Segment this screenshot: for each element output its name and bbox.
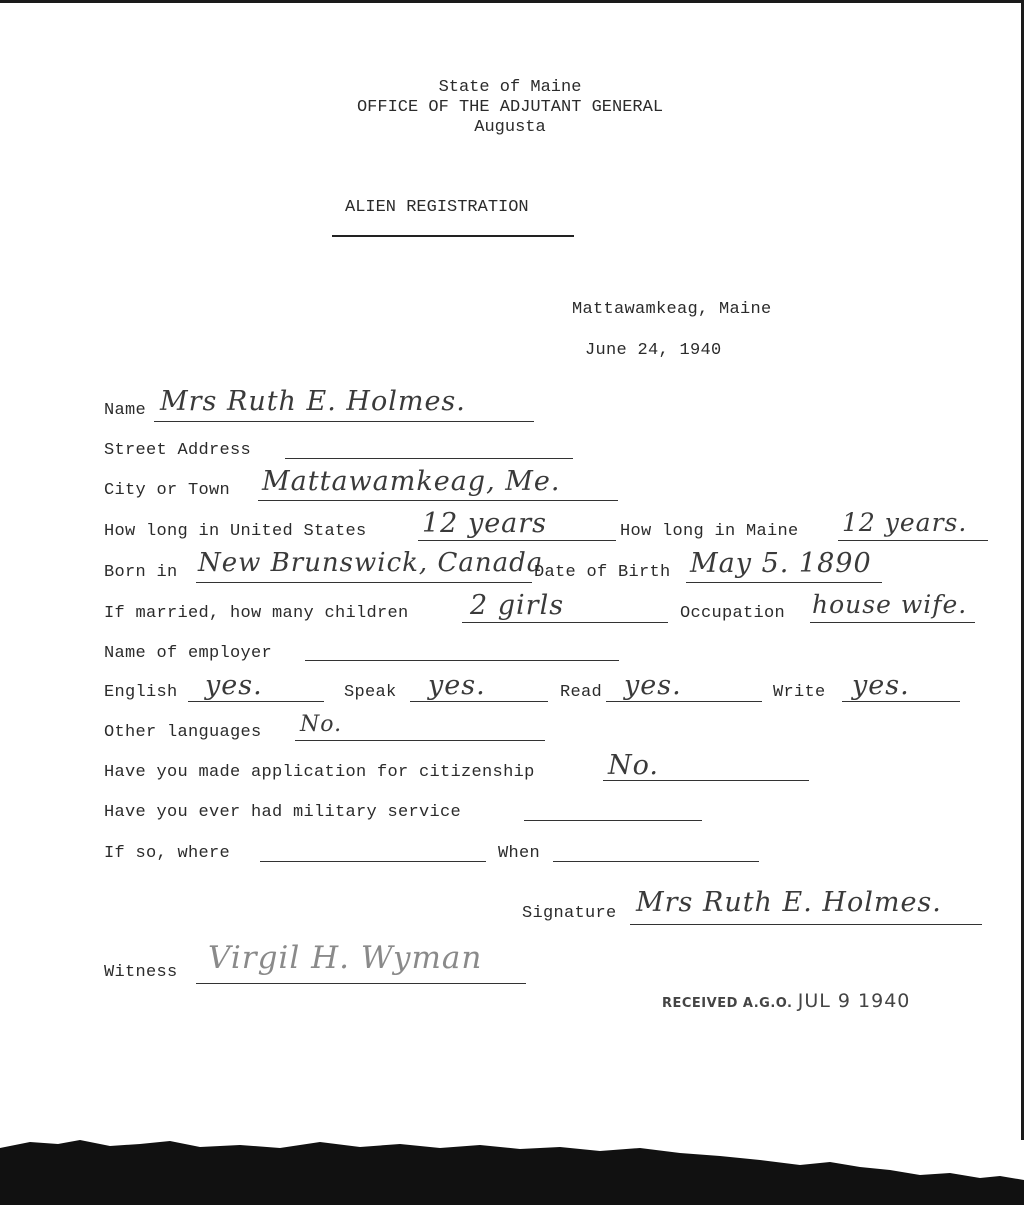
years-maine-line — [838, 540, 988, 541]
english-line — [188, 701, 324, 702]
label-witness: Witness — [104, 963, 178, 982]
write-line — [842, 701, 960, 702]
children-line — [462, 622, 668, 623]
answer-years-maine: 12 years. — [842, 508, 968, 537]
when-line — [553, 861, 759, 862]
header-office: OFFICE OF THE ADJUTANT GENERAL — [356, 98, 664, 117]
label-how-long-maine: How long in Maine — [620, 522, 799, 541]
signature: Mrs Ruth E. Holmes. — [636, 887, 942, 918]
answer-write: yes. — [852, 670, 910, 701]
label-when: When — [498, 844, 541, 863]
answer-read: yes. — [624, 670, 682, 701]
street-address-line — [285, 458, 573, 459]
speak-line — [410, 701, 548, 702]
occupation-line — [810, 622, 975, 623]
city-line — [258, 500, 618, 501]
answer-english: yes. — [205, 670, 263, 701]
answer-city: Mattawamkeag, Me. — [262, 466, 561, 497]
employer-line — [305, 660, 619, 661]
label-other-languages: Other languages — [104, 723, 262, 742]
answer-years-us: 12 years — [422, 508, 548, 539]
label-children: If married, how many children — [104, 604, 409, 623]
received-stamp — [662, 990, 910, 1012]
label-read: Read — [560, 683, 603, 702]
label-name: Name — [104, 401, 147, 420]
label-employer: Name of employer — [104, 644, 273, 663]
torn-edge — [0, 1120, 1024, 1205]
label-write: Write — [773, 683, 826, 702]
label-citizenship: Have you made application for citizenship — [104, 763, 535, 782]
stamp-label: RECEIVED A.G.O. — [662, 996, 793, 1011]
witness-line — [196, 983, 526, 984]
signature-line — [630, 924, 982, 925]
header-city: Augusta — [474, 118, 546, 137]
label-english: English — [104, 683, 178, 702]
answer-citizenship: No. — [608, 750, 659, 781]
other-languages-line — [295, 740, 545, 741]
location: Mattawamkeag, Maine — [572, 300, 772, 319]
answer-name: Mrs Ruth E. Holmes. — [160, 386, 466, 417]
answer-children: 2 girls — [470, 590, 565, 621]
answer-date-of-birth: May 5. 1890 — [690, 548, 872, 579]
label-street-address: Street Address — [104, 441, 252, 460]
label-born-in: Born in — [104, 563, 178, 582]
header-state: State of Maine — [438, 78, 582, 97]
answer-born-in: New Brunswick, Canada — [198, 548, 544, 578]
read-line — [606, 701, 762, 702]
label-occupation: Occupation — [680, 604, 786, 623]
born-in-line — [196, 582, 532, 583]
witness-signature: Virgil H. Wyman — [208, 940, 483, 976]
birth-date-line — [686, 582, 882, 583]
answer-occupation: house wife. — [812, 590, 968, 619]
form-date: June 24, 1940 — [585, 341, 722, 360]
where-line — [260, 861, 486, 862]
label-military: Have you ever had military service — [104, 803, 462, 822]
answer-other-languages: No. — [300, 712, 343, 737]
form-title: ALIEN REGISTRATION — [345, 198, 529, 217]
years-us-line — [418, 540, 616, 541]
military-line — [524, 820, 702, 821]
label-speak: Speak — [344, 683, 397, 702]
label-date-of-birth: Date of Birth — [534, 563, 671, 582]
label-signature: Signature — [522, 904, 617, 923]
stamp-date: JUL 9 1940 — [797, 990, 911, 1012]
title-underline — [332, 235, 574, 237]
label-if-so-where: If so, where — [104, 844, 231, 863]
name-line — [154, 421, 534, 422]
label-city-or-town: City or Town — [104, 481, 231, 500]
page-top-edge — [0, 0, 1024, 3]
label-how-long-us: How long in United States — [104, 522, 367, 541]
answer-speak: yes. — [428, 670, 486, 701]
